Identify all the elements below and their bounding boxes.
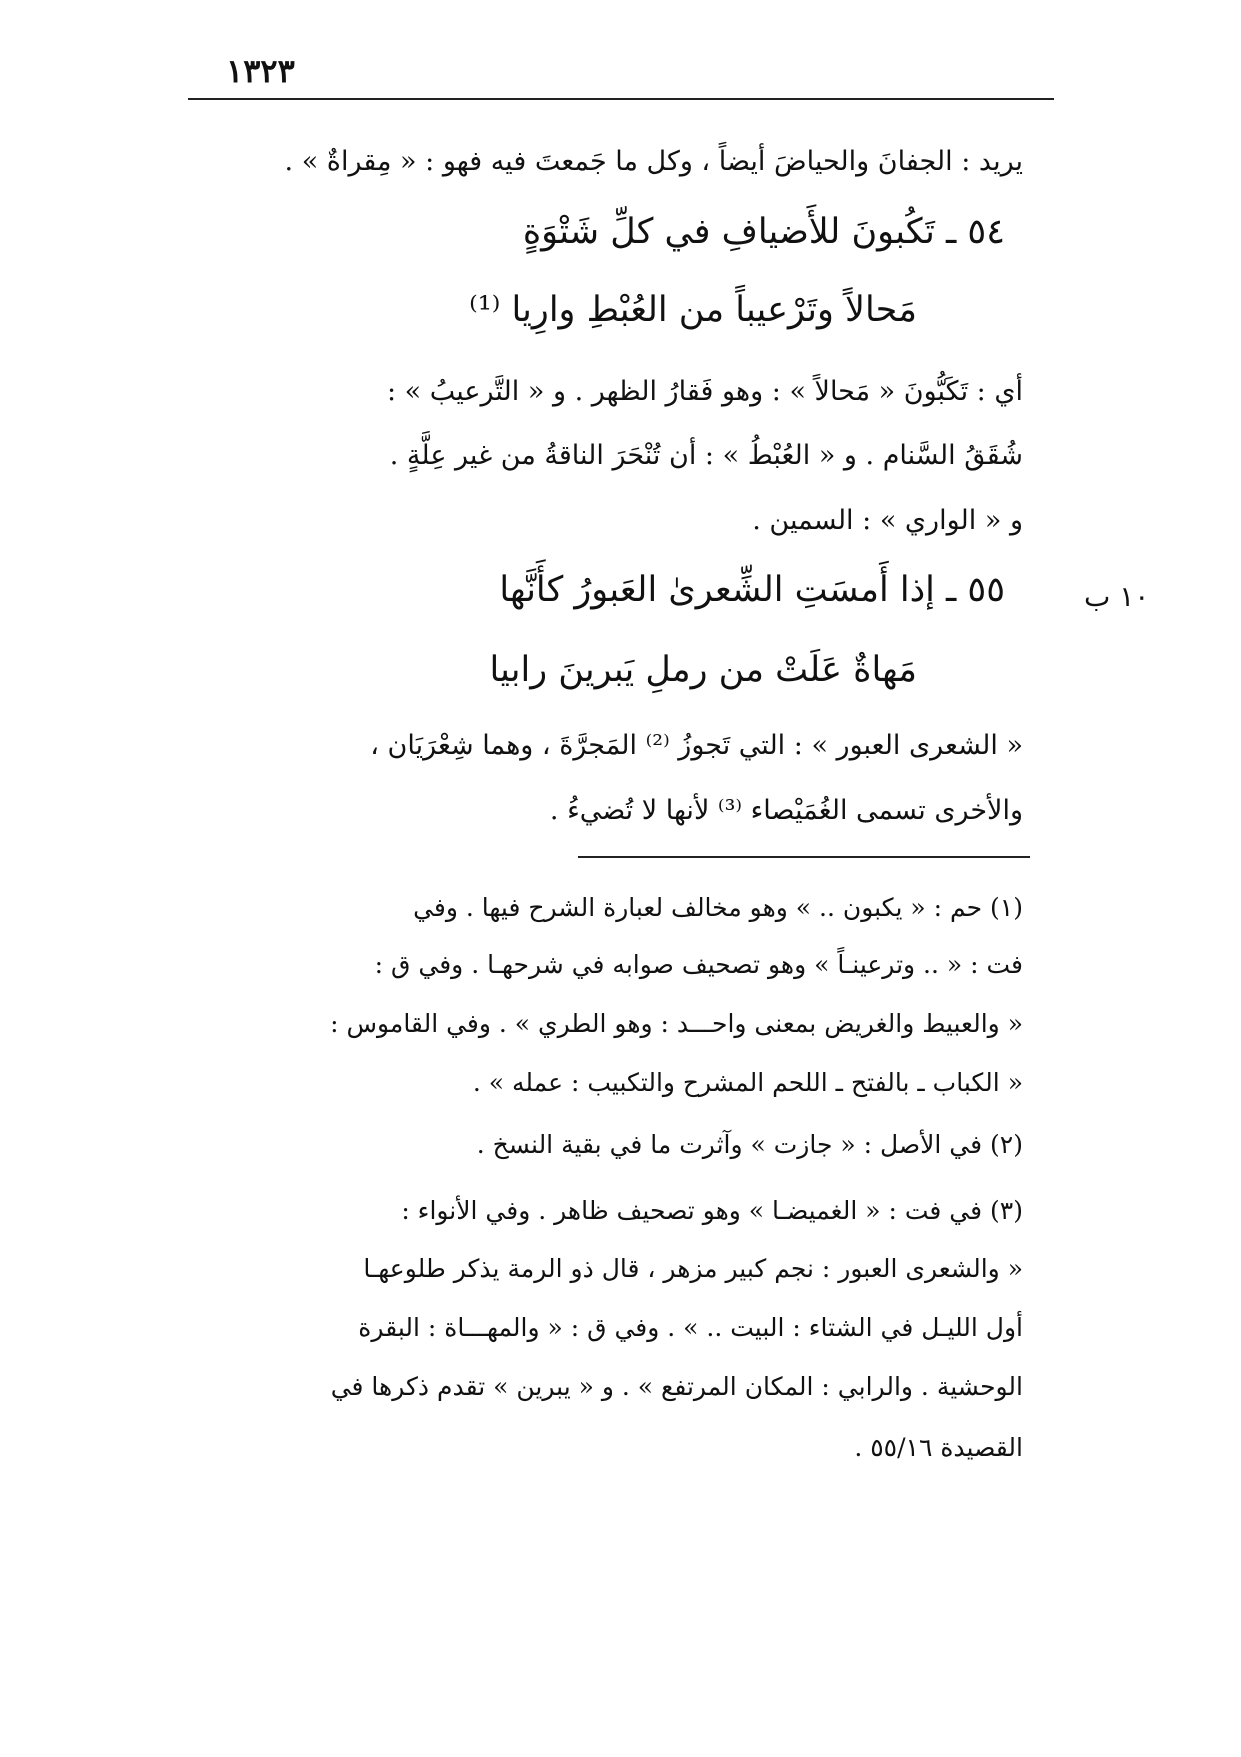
margin-note: ١٠ ب [1084,580,1150,613]
verse-55-line-1: ٥٥ ـ إذا أَمسَتِ الشِّعرىٰ العَبورُ كأَنَّها [499,570,1005,610]
footnote-3-line: أول الليـل في الشتاء : البيت .. » . وفي ق : « والمهـــاة : البقرة [358,1313,1023,1342]
footnote-1-line: (١) حم : « يكبون .. » وهو مخالف لعبارة الشرح فيها . وفي [413,893,1023,922]
footnote-1-line: « الكباب ـ بالفتح ـ اللحم المشرح والتكبيب : عمله » . [472,1068,1023,1097]
commentary-54-line: أي : تَكَبُّونَ « مَحالاً » : وهو فَقارُ الظهر . و « التَّرعيبُ » : [386,376,1023,407]
footnote-rule [578,856,1030,858]
footnote-2-line: (٢) في الأصل : « جازت » وآثرت ما في بقية النسخ . [476,1130,1023,1159]
commentary-54-line: شُقَقُ السَّنام . و « العُبْطُ » : أن تُنْحَرَ الناقةُ من غير عِلَّةٍ . [389,440,1023,471]
verse-54-line-2: مَحالاً وتَرْعيباً من العُبْطِ وارِيا ⁽¹⁾ [469,290,917,330]
page-number: ١٣٢٣ [226,52,295,90]
footnote-1-line: فت : « .. وترعينـاً » وهو تصحيف صوابه في شرحهـا . وفي ق : [374,950,1023,979]
footnote-1-line: « والعبيط والغريض بمعنى واحـــد : وهو الطري » . وفي القاموس : [330,1009,1023,1038]
header-rule [188,98,1054,100]
footnote-3-line: (٣) في فت : « الغميضـا » وهو تصحيف ظاهر . وفي الأنواء : [401,1196,1023,1225]
commentary-55-line: « الشعرى العبور » : التي تَجوزُ ⁽²⁾ المَجرَّةَ ، وهما شِعْرَيَان ، [370,730,1023,761]
commentary-54-line: و « الواري » : السمين . [752,505,1023,536]
prose-intro: يريد : الجفانَ والحياضَ أيضاً ، وكل ما جَمعتَ فيه فهو : « مِقراةٌ » . [284,146,1023,177]
footnote-3-line: الوحشية . والرابي : المكان المرتفع » . و « يبرين » تقدم ذكرها في [330,1372,1023,1401]
footnote-3-line: القصيدة ٥٥/١٦ . [854,1433,1023,1462]
verse-55-line-2: مَهاةٌ عَلَتْ من رملِ يَبرينَ رابيا [489,650,917,690]
verse-54-line-1: ٥٤ ـ تَكُبونَ للأَضيافِ في كلِّ شَتْوَةٍ [522,212,1005,252]
footnote-3-line: « والشعرى العبور : نجم كبير مزهر ، قال ذو الرمة يذكر طلوعهـا [363,1254,1023,1283]
commentary-55-line: والأخرى تسمى الغُمَيْصاء ⁽³⁾ لأنها لا تُضيءُ . [549,795,1023,826]
